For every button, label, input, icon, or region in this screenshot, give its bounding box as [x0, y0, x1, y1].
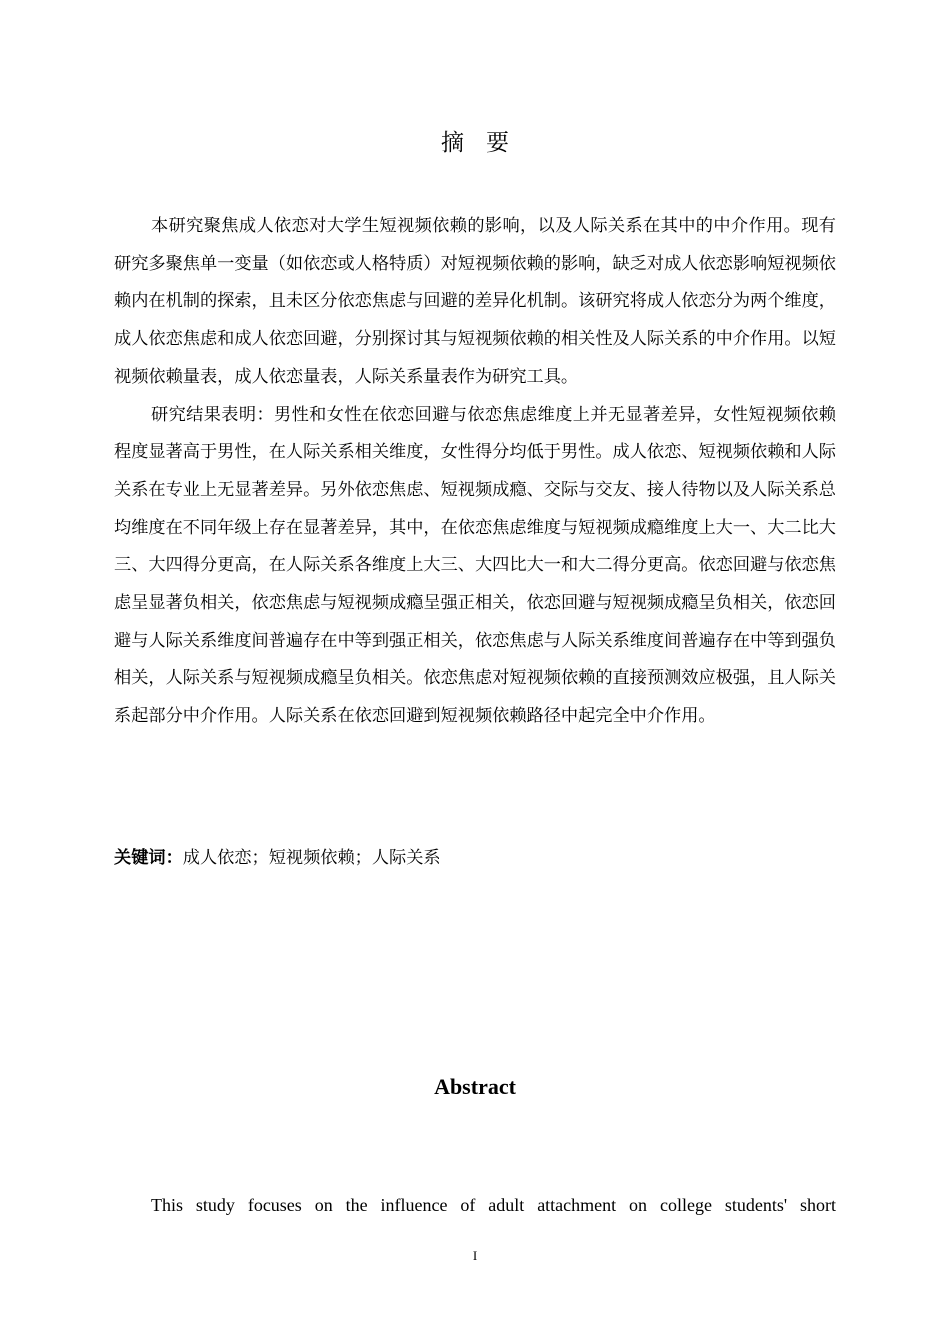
keywords-label: 关键词：: [114, 848, 183, 868]
abstract-cn-title: 摘要: [441, 130, 531, 156]
abstract-cn-body: [114, 208, 836, 736]
abstract-cn-paragraph-2: 研究结果表明：男性和女性在依恋回避与依恋焦虑维度上并无显著差异，女性短视频依赖程度显著高于男性，在人际关系相关维度，女性得分均低于男性。成人依恋、短视频依赖和人际关系在专业上无显著差异。另外依恋焦虑、短视频成瘾、交际与交友、接人待物以及人际关系总均维度在不同年级上存在显著差异，其中，在依恋焦虑维度与短视频成瘾维度上大一、大二比大三、大四得分更高，在人际关系各维度上大三、大四比大一和大二得分更高。依恋回避与依恋焦虑呈显著负相关，依恋焦虑与短视频成瘾呈强正相关，依恋回避与短视频成瘾呈负相关，依恋回避与人际关系维度间普遍存在中等到强正相关，依恋焦虑与人际关系维度间普遍存在中等到强负相关，人际关系与短视频成瘾呈负相关。依恋焦虑对短视频依赖的直接预测效应极强，且人际关系起部分中介作用。人际关系在依恋回避到短视频依赖路径中起完全中介作用。: [114, 404, 836, 727]
abstract-cn-paragraph-1: 本研究聚焦成人依恋对大学生短视频依赖的影响，以及人际关系在其中的中介作用。现有研究多聚焦单一变量（如依恋或人格特质）对短视频依赖的影响，缺乏对成人依恋影响短视频依赖内在机制的探索，且未区分依恋焦虑与回避的差异化机制。该研究将成人依恋分为两个维度，成人依恋焦虑和成人依恋回避，分别探讨其与短视频依赖的相关性及人际关系的中介作用。以短视频依赖量表，成人依恋量表，人际关系量表作为研究工具。: [114, 216, 836, 387]
page-number: I: [472, 1248, 478, 1263]
keywords-value: 成人依恋；短视频依赖；人际关系: [182, 848, 441, 868]
keywords-line: [114, 842, 836, 874]
abstract-en-body: [114, 1188, 836, 1222]
abstract-en-paragraph-1: This study focuses on the influence of adult attachment on college students' short: [151, 1195, 836, 1215]
abstract-en-title: Abstract: [434, 1074, 516, 1099]
